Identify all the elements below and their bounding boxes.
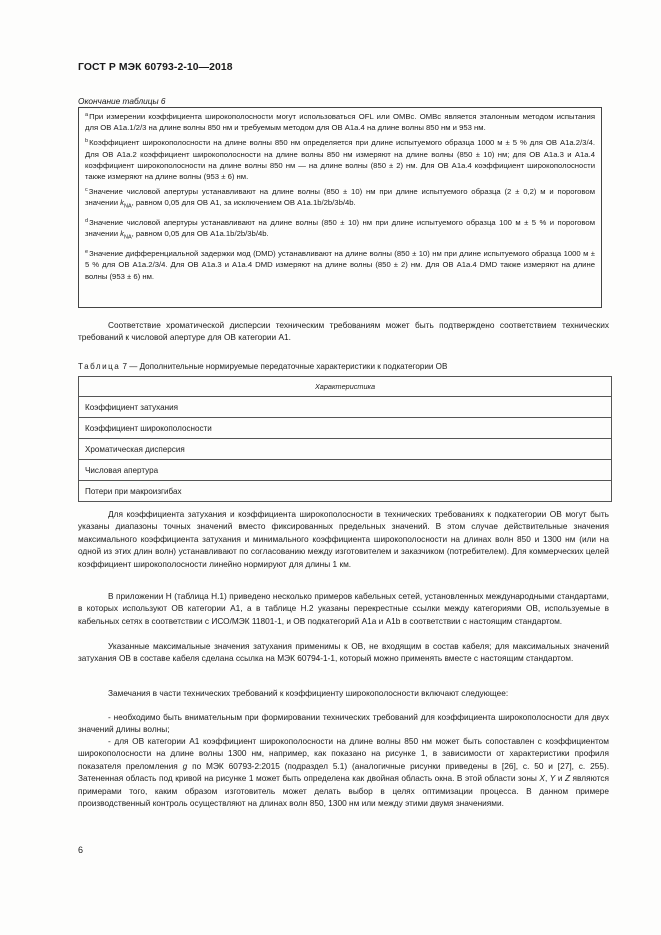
table-cell: Коэффициент широкополосности [79,418,612,439]
k-subscript: NA [123,234,132,241]
note-text: Значение дифференциальной задержки мод (DMD) устанавливают на длине волны (850 ± 10) нм при длине испытуемого образца 1000 м ± 5 % для ОВ A1a.2/3/4. Для ОВ A1a.3 и A1a.4 DMD измеряют на длине волны (850 ± 2) нм. Для ОВ A1a.4 DMD также измеряют на длине волны (953 ± 6) нм. [85,249,595,281]
table7-title: — Дополнительные нормируемые передаточные характеристики к подкатегории ОВ [129,362,448,371]
and-word: и [555,773,565,784]
table7-number: 7 [122,362,127,371]
p6-part-a: - для ОВ категории А1 коэффициент широкополосности на длине волны 850 нм может быть сопоставлен с коэффициентом широкополосности на длине волны 1300 нм, например, как показано на рисунке 1, в зависимости от характеристики профиля показателя преломления [78,736,609,771]
paragraph-1: Для коэффициента затухания и коэффициента широкополосности в технических требованиях к подкатегории ОВ могут быть указаны диапазоны точных значений вместо фиксированных предельных значений. В этом случае действительные значения максимального коэффициента затухания и минимального коэффициента широкополосности на длинах волн 850 и 1300 нм (или на одной из этих длин волн) устанавливают по согласованию между изготовителем и заказчиком (потребителем). Для коммерческих целей коэффициент широкополосности линейно нормируют для длины 1 км. [78,509,609,569]
k-subscript: NA [123,203,132,210]
paragraph-4: Замечания в части технических требований к коэффициенту широкополосности включают следующее: [108,688,509,698]
note-mark: a [85,112,89,118]
paragraph-2: В приложении Н (таблица Н.1) приведено несколько примеров кабельных сетей, установленных международными стандартами, в которых используют ОВ категории А1, а в таблице Н.2 указаны перекрестные ссылки между категориями ОВ, используемые в кабельных сетях в соответствии с ИСО/МЭК 11801-1, и ОВ подкатегорий А1а и А1b в соответствии с настоящим стандартом. [78,591,609,626]
paragraph-6: - для ОВ категории А1 коэффициент широкополосности на длине волны 850 нм может быть сопоставлен с коэффициентом широкополосности на длине волны 1300 нм, например, как показано на рисунке 1, в зависимости от характеристики профиля показателя преломления g по МЭК 60793-2:2015 (подраздел 5.1) (аналогичные рисунки приведены в [26], с. 50 и [27], с. 255). Затененная область под кривой на рисунке 1 может быть определена как двойная область окна. В этой области зоны X, Y и Z являются примерами того, каким образом изготовитель может делать выбор в целях оптимизации процесса. В данном примере производственный контроль осуществляют на длинах волн 850, 1300 нм или между этими двумя значениями. [78,736,609,809]
table-row [79,481,612,502]
z-symbol: Z [564,773,571,784]
table-row [79,418,612,439]
table-row [79,439,612,460]
note-mark: d [85,218,89,225]
table-cell: Хроматическая дисперсия [79,439,612,460]
note-mark: b [85,138,89,145]
page-number: 6 [78,845,84,855]
table7-label: Таблица [78,362,121,371]
table-row [79,397,612,418]
x-symbol: X [539,773,545,784]
note-text: Значение числовой апертуры устанавливают на длине волны (850 ± 10) нм при длине испытуемого образца 100 м ± 5 % и пороговом значении [85,218,595,239]
table-header-cell: Характеристика [79,377,612,397]
table-cell: Числовая апертура [79,460,612,481]
note-text-end: , равном 0,05 для ОВ A1, за исключением ОВ A1a.1b/2b/3b/4b. [131,198,356,208]
k-symbol: k [120,229,124,239]
table-cell: Коэффициент затухания [79,397,612,418]
note-c [85,185,595,213]
note-text: Коэффициент широкополосности на длине волны 850 нм определяется при длине испытуемого образца 1000 м ± 5 % для ОВ A1a.2/3/4. Для ОВ A1a.2 коэффициент широкополосности на длине волны 850 нм измеряют на длине волны (850 ± 10) нм; для ОВ A1a.3 и A1a.4 коэффициент широкополосности на длине волны 850 нм — на длине волны (850 ± 2) нм. Для ОВ A1a.4 коэффициент широкополосности также измеряют на длине волны (953 ± 6) нм. [85,138,595,182]
k-symbol: k [120,198,124,208]
note-b [85,136,595,182]
paragraph-5: - необходимо быть внимательным при формировании технических требований для коэффициента широкополосности для двух значений длины волны; [78,712,609,735]
paragraph-3: Указанные максимальные значения затухания применимы к ОВ, не входящим в состав кабеля; для максимальных значений затухания ОВ в составе кабеля сделана ссылка на МЭК 60794-1-1, который можно применять вместе с настоящим стандартом. [78,641,609,664]
note-e [85,247,595,282]
table6-continuation-caption: Окончание таблицы 6 [78,96,166,106]
table-cell: Потери при макроизгибах [79,481,612,502]
g-symbol: g [182,760,188,771]
note-mark: c [85,187,88,194]
table7-caption [78,362,447,371]
table7 [78,376,612,502]
table6-notes-box [78,107,602,308]
table-header-row [79,377,612,397]
note-mark: e [85,249,89,256]
standard-header: ГОСТ Р МЭК 60793-2-10—2018 [78,62,233,73]
note-text-end: , равном 0,05 для ОВ A1a.1b/2b/3b/4b. [131,229,269,239]
p6-part-b: по МЭК 60793-2:2015 (подраздел 5.1) (аналогичные рисунки приведены в [26], с. 50 и [27], с. 255). Затененная область под кривой на рисунке 1 может быть определена как двойная область окна. В этой области зоны [78,760,609,784]
note-d [85,216,595,244]
y-symbol: Y [549,773,556,784]
paragraph-chromatic: Соответствие хроматической дисперсии техническим требованиям может быть подтверждено соответствием технических требований к числовой апертуре для ОВ категории А1. [78,320,609,343]
table-row [79,460,612,481]
note-text: При измерении коэффициента широкополосности могут использоваться OFL или OMBc. OMBc является эталонным методом испытания для ОВ A1a.1/2/3 на длине волны 850 нм и требуемым методом для ОВ A1a.4 на длине волны 850 нм и 953 нм. [85,112,595,133]
note-text: Значение числовой апертуры устанавливают на длине волны (850 ± 10) нм при длине испытуемого образца (2 ± 0,2) м и пороговом значении [85,187,595,208]
p6-part-c: являются примерами того, каким образом изготовитель может делать выбор в целях оптимизации процесса. В данном примере производственный контроль осуществляют на длинах волн 850, 1300 нм или между этими двумя значениями. [78,773,609,809]
note-a [85,110,595,133]
